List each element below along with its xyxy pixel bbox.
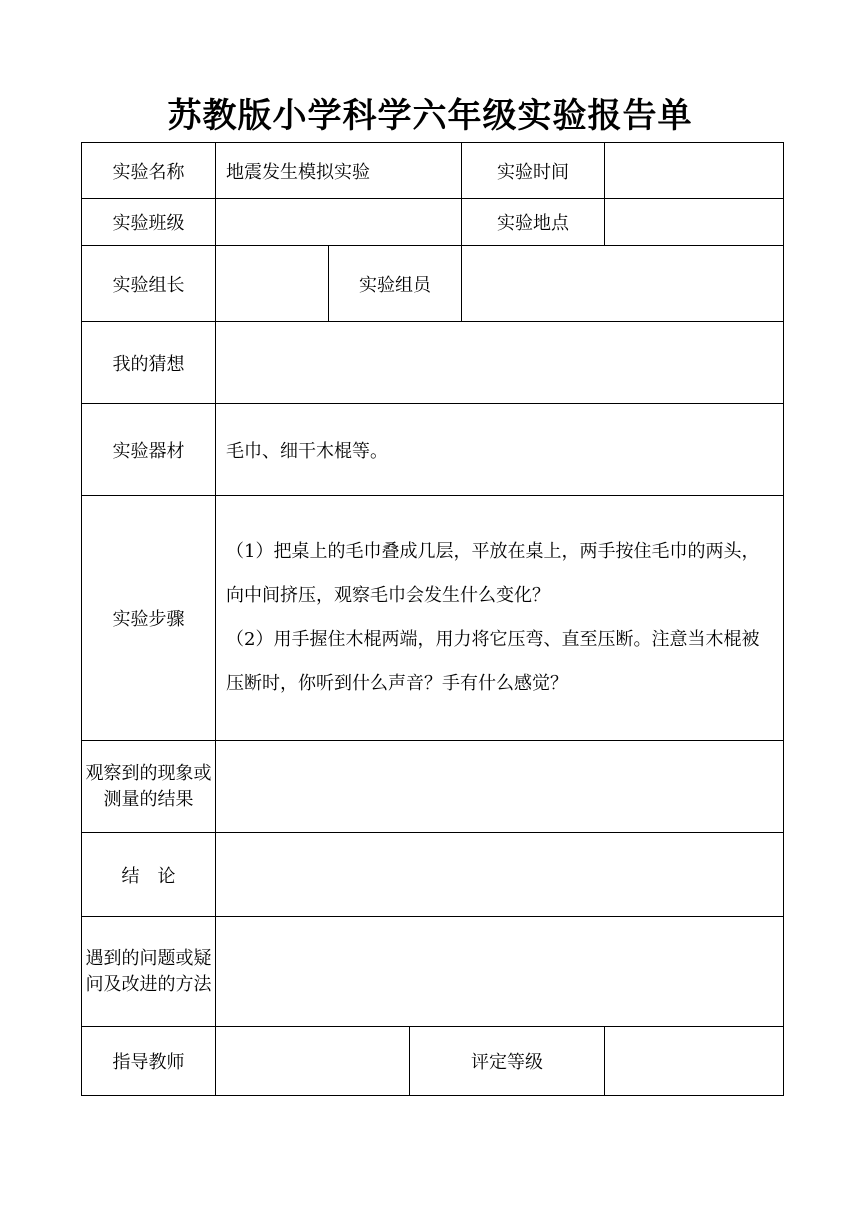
guess-label: 我的猜想 [82,322,216,404]
step-2-text: （2）用手握住木棍两端，用力将它压弯、直至压断。注意当木棍被压断时，你听到什么声音？手有什么感觉？ [226,629,760,694]
observation-field[interactable] [216,741,784,833]
equipment-label: 实验器材 [82,404,216,496]
experiment-time-label: 实验时间 [462,143,605,199]
row-conclusion [82,833,784,917]
experiment-class-label: 实验班级 [82,199,216,246]
experiment-name-label: 实验名称 [82,143,216,199]
steps-field[interactable] [216,496,784,741]
experiment-time-field[interactable] [605,143,784,199]
row-steps [82,496,784,741]
conclusion-field[interactable] [216,833,784,917]
row-teacher-grade [82,1027,784,1096]
observation-label: 观察到的现象或测量的结果 [82,741,216,833]
row-leader-members [82,246,784,322]
group-members-field[interactable] [462,246,784,322]
steps-label: 实验步骤 [82,496,216,741]
teacher-field[interactable] [216,1027,410,1096]
row-problems [82,917,784,1027]
group-leader-label: 实验组长 [82,246,216,322]
grade-field[interactable] [605,1027,784,1096]
group-members-label: 实验组员 [329,246,462,322]
experiment-name-field[interactable]: 地震发生模拟实验 [216,143,462,199]
row-equipment [82,404,784,496]
experiment-class-field[interactable] [216,199,462,246]
problems-label: 遇到的问题或疑问及改进的方法 [82,917,216,1027]
experiment-place-field[interactable] [605,199,784,246]
group-leader-field[interactable] [216,246,329,322]
row-class-place [82,199,784,246]
problems-field[interactable] [216,917,784,1027]
page-title: 苏教版小学科学六年级实验报告单 [167,96,693,136]
step-1-text: （1）把桌上的毛巾叠成几层，平放在桌上，两手按住毛巾的两头，向中间挤压，观察毛巾会发生什么变化？ [226,541,760,606]
row-observation [82,741,784,833]
teacher-label: 指导教师 [82,1027,216,1096]
report-table [81,142,784,1096]
grade-label: 评定等级 [410,1027,605,1096]
equipment-field[interactable]: 毛巾、细干木棍等。 [216,404,784,496]
experiment-place-label: 实验地点 [462,199,605,246]
guess-field[interactable] [216,322,784,404]
row-name-time [82,143,784,199]
row-guess [82,322,784,404]
conclusion-label: 结 论 [82,833,216,917]
